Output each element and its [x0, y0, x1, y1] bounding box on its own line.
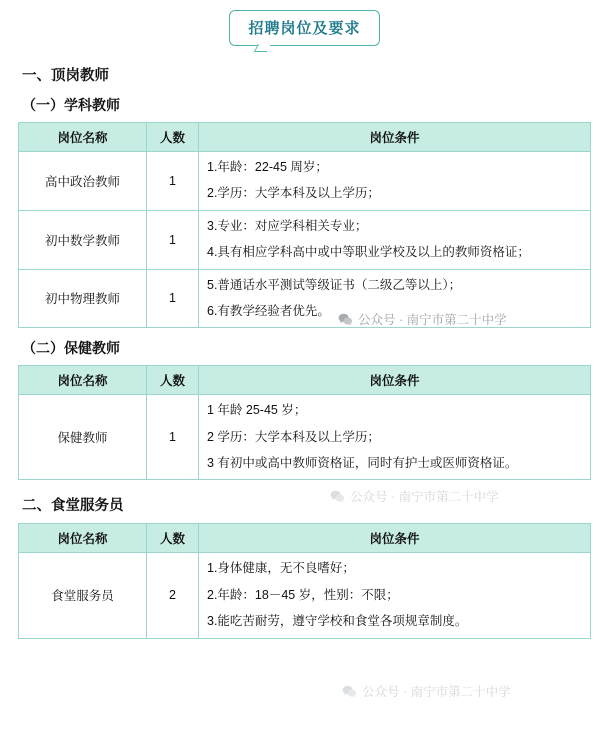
- watermark-text: 公众号 · 南宁市第二十中学: [358, 313, 507, 327]
- column-header-conditions: 岗位条件: [199, 366, 591, 395]
- table-canteen-staff: [18, 523, 591, 638]
- cell-job-conditions: [199, 395, 591, 480]
- column-header-count: 人数: [147, 366, 199, 395]
- section-heading-1: 一、顶岗教师: [22, 68, 109, 84]
- condition-line: 3.能吃苦耐劳，遵守学校和食堂各项规章制度。: [207, 614, 468, 629]
- column-header-conditions: 岗位条件: [199, 123, 591, 152]
- table-row: [19, 152, 591, 211]
- table-row: [19, 395, 591, 480]
- cell-job-name: 食堂服务员: [19, 553, 147, 638]
- table-row: [19, 269, 591, 328]
- cell-job-name: 初中物理教师: [19, 269, 147, 328]
- column-header-count: 人数: [147, 524, 199, 553]
- title-banner: [18, 0, 591, 50]
- condition-line: 2.年龄：18－45 岁，性别：不限；: [207, 587, 399, 602]
- table-health-teacher: [18, 365, 591, 480]
- cell-job-conditions: [199, 553, 591, 638]
- subsection-heading-1-2: （二）保健教师: [22, 340, 120, 357]
- table-header-row: [19, 366, 591, 395]
- subsection-heading-1-1: （一）学科教师: [22, 97, 120, 113]
- watermark: [342, 682, 511, 700]
- column-header-name: 岗位名称: [19, 123, 147, 152]
- column-header-conditions: 岗位条件: [199, 524, 591, 553]
- cell-job-count: 1: [147, 210, 199, 269]
- cell-job-conditions: [199, 269, 591, 328]
- table-row: [19, 553, 591, 638]
- wechat-icon: [342, 684, 357, 699]
- cell-job-count: 1: [147, 395, 199, 480]
- watermark-text: 公众号 · 南宁市第二十中学: [362, 685, 511, 699]
- page-title: 招聘岗位及要求: [229, 10, 379, 46]
- table-row: [19, 210, 591, 269]
- cell-job-count: 1: [147, 269, 199, 328]
- cell-job-conditions: [199, 152, 591, 211]
- cell-job-name: 高中政治教师: [19, 152, 147, 211]
- condition-line: 1.年龄：22-45 周岁；: [207, 160, 328, 174]
- condition-line: 2 学历：大学本科及以上学历；: [207, 429, 380, 444]
- column-header-count: 人数: [147, 123, 199, 152]
- cell-job-name: 保健教师: [19, 395, 147, 480]
- cell-job-count: 1: [147, 152, 199, 211]
- column-header-name: 岗位名称: [19, 366, 147, 395]
- condition-line: 5.普通话水平测试等级证书（二级乙等以上）；: [207, 277, 462, 292]
- cell-job-conditions: [199, 210, 591, 269]
- watermark-text: 公众号 · 南宁市第二十中学: [350, 490, 499, 504]
- condition-line: 6.有教学经验者优先。: [207, 303, 330, 318]
- condition-line: 1.身体健康，无不良嗜好；: [207, 561, 355, 576]
- condition-line: 3.专业：对应学科相关专业；: [207, 218, 368, 233]
- cell-job-name: 初中数学教师: [19, 210, 147, 269]
- column-header-name: 岗位名称: [19, 524, 147, 553]
- condition-line: 3 有初中或高中教师资格证，同时有护士或医师资格证。: [207, 456, 518, 470]
- cell-job-count: 2: [147, 553, 199, 638]
- condition-line: 2.学历：大学本科及以上学历；: [207, 186, 380, 201]
- condition-line: 1 年龄 25-45 岁；: [207, 403, 307, 418]
- table-header-row: [19, 123, 591, 152]
- condition-line: 4.具有相应学科高中或中等职业学校及以上的教师资格证；: [207, 245, 530, 260]
- table-header-row: [19, 524, 591, 553]
- section-heading-2: 二、食堂服务员: [22, 498, 124, 515]
- table-subject-teachers: [18, 122, 591, 328]
